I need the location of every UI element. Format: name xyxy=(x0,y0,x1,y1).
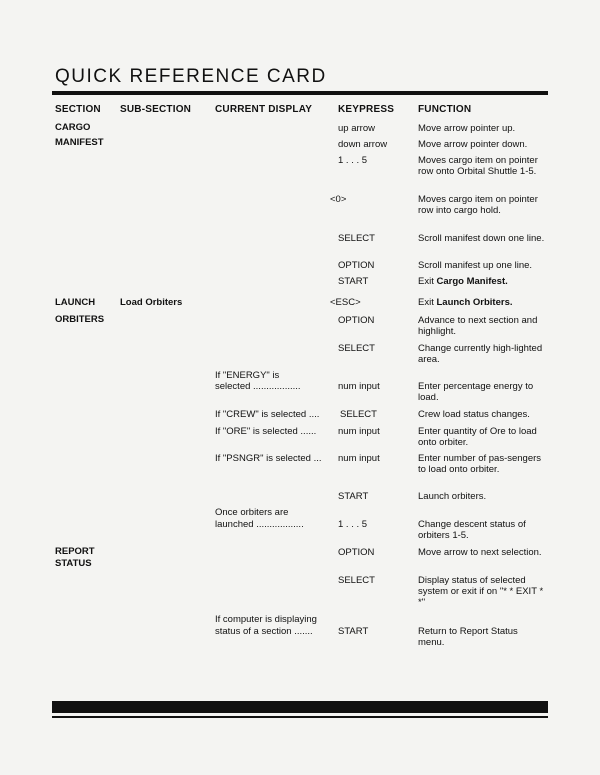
display-computer-line2: status of a section ....... xyxy=(215,626,313,637)
function-text: Return to Report Status menu. xyxy=(418,626,518,648)
key-1-5: 1 . . . 5 xyxy=(338,519,368,530)
key-esc: <ESC> xyxy=(330,297,361,308)
header-subsection: SUB-SECTION xyxy=(120,104,192,115)
function-text: Enter quantity of Ore to load onto orbiter. xyxy=(418,426,537,448)
key-start: START xyxy=(338,626,369,637)
key-select: SELECT xyxy=(340,409,377,420)
section-cargo: CARGO xyxy=(55,122,91,133)
display-once-line2: launched .................. xyxy=(215,519,304,530)
header-section: SECTION xyxy=(55,104,101,115)
function-text: Crew load status changes. xyxy=(418,409,530,420)
top-rule xyxy=(52,91,548,95)
bottom-rule-thick xyxy=(52,701,548,713)
header-function: FUNCTION xyxy=(418,104,472,115)
section-orbiters: ORBITERS xyxy=(55,314,105,325)
function-text: Launch orbiters. xyxy=(418,491,487,502)
function-text: Enter percentage energy to load. xyxy=(418,381,534,403)
display-once-line1: Once orbiters are xyxy=(215,507,289,518)
display-computer-line1: If computer is displaying xyxy=(215,614,317,625)
display-ore: If "ORE" is selected ...... xyxy=(215,426,317,437)
display-crew: If "CREW" is selected .... xyxy=(215,409,320,420)
function-exit-cargo-manifest xyxy=(418,276,546,287)
function-text: Scroll manifest down one line. xyxy=(418,233,545,244)
display-energy-line1: If "ENERGY" is xyxy=(215,370,280,381)
key-zero: <0> xyxy=(330,194,347,205)
key-option: OPTION xyxy=(338,260,375,271)
function-text: Scroll manifest up one line. xyxy=(418,260,533,271)
section-status: STATUS xyxy=(55,558,92,569)
section-manifest: MANIFEST xyxy=(55,137,104,148)
display-psngr: If "PSNGR" is selected ... xyxy=(215,453,322,464)
function-exit-launch-orbiters xyxy=(418,297,546,308)
subsection-load-orbiters: Load Orbiters xyxy=(120,297,183,308)
header-current-display: CURRENT DISPLAY xyxy=(215,104,313,115)
function-text: Change descent status of orbiters 1-5. xyxy=(418,519,526,541)
key-up-arrow: up arrow xyxy=(338,123,375,134)
function-bold-text: Launch Orbiters. xyxy=(436,297,513,308)
key-option: OPTION xyxy=(338,315,375,326)
function-text: Move arrow to next selection. xyxy=(418,547,542,558)
function-text: Enter number of pas-sengers to load onto orbiter. xyxy=(418,453,542,475)
function-bold-text: Cargo Manifest. xyxy=(436,276,508,287)
function-text: Move arrow pointer up. xyxy=(418,123,516,134)
function-text: Move arrow pointer down. xyxy=(418,139,528,150)
bottom-rule-thin xyxy=(52,716,548,718)
key-select: SELECT xyxy=(338,575,375,586)
key-num-input: num input xyxy=(338,453,380,464)
header-keypress: KEYPRESS xyxy=(338,104,395,115)
section-launch: LAUNCH xyxy=(55,297,96,308)
function-text: Moves cargo item on pointer row into cargo hold. xyxy=(418,194,538,216)
function-text: Advance to next section and highlight. xyxy=(418,315,538,337)
display-energy-line2: selected .................. xyxy=(215,381,301,392)
function-text: Change currently high-lighted area. xyxy=(418,343,543,365)
key-select: SELECT xyxy=(338,233,375,244)
function-text: Moves cargo item on pointer row onto Orbital Shuttle 1-5. xyxy=(418,155,538,177)
function-text: Exit xyxy=(418,276,437,287)
function-text: Exit xyxy=(418,297,437,308)
function-text: Display status of selected system or exit if on "* * EXIT * *" xyxy=(418,575,544,608)
key-option: OPTION xyxy=(338,547,375,558)
page-title: QUICK REFERENCE CARD xyxy=(55,66,327,87)
key-num-input: num input xyxy=(338,426,380,437)
key-1-5: 1 . . . 5 xyxy=(338,155,368,166)
key-down-arrow: down arrow xyxy=(338,139,388,150)
key-num-input: num input xyxy=(338,381,380,392)
key-select: SELECT xyxy=(338,343,375,354)
key-start: START xyxy=(338,276,369,287)
key-start: START xyxy=(338,491,369,502)
section-report: REPORT xyxy=(55,546,95,557)
